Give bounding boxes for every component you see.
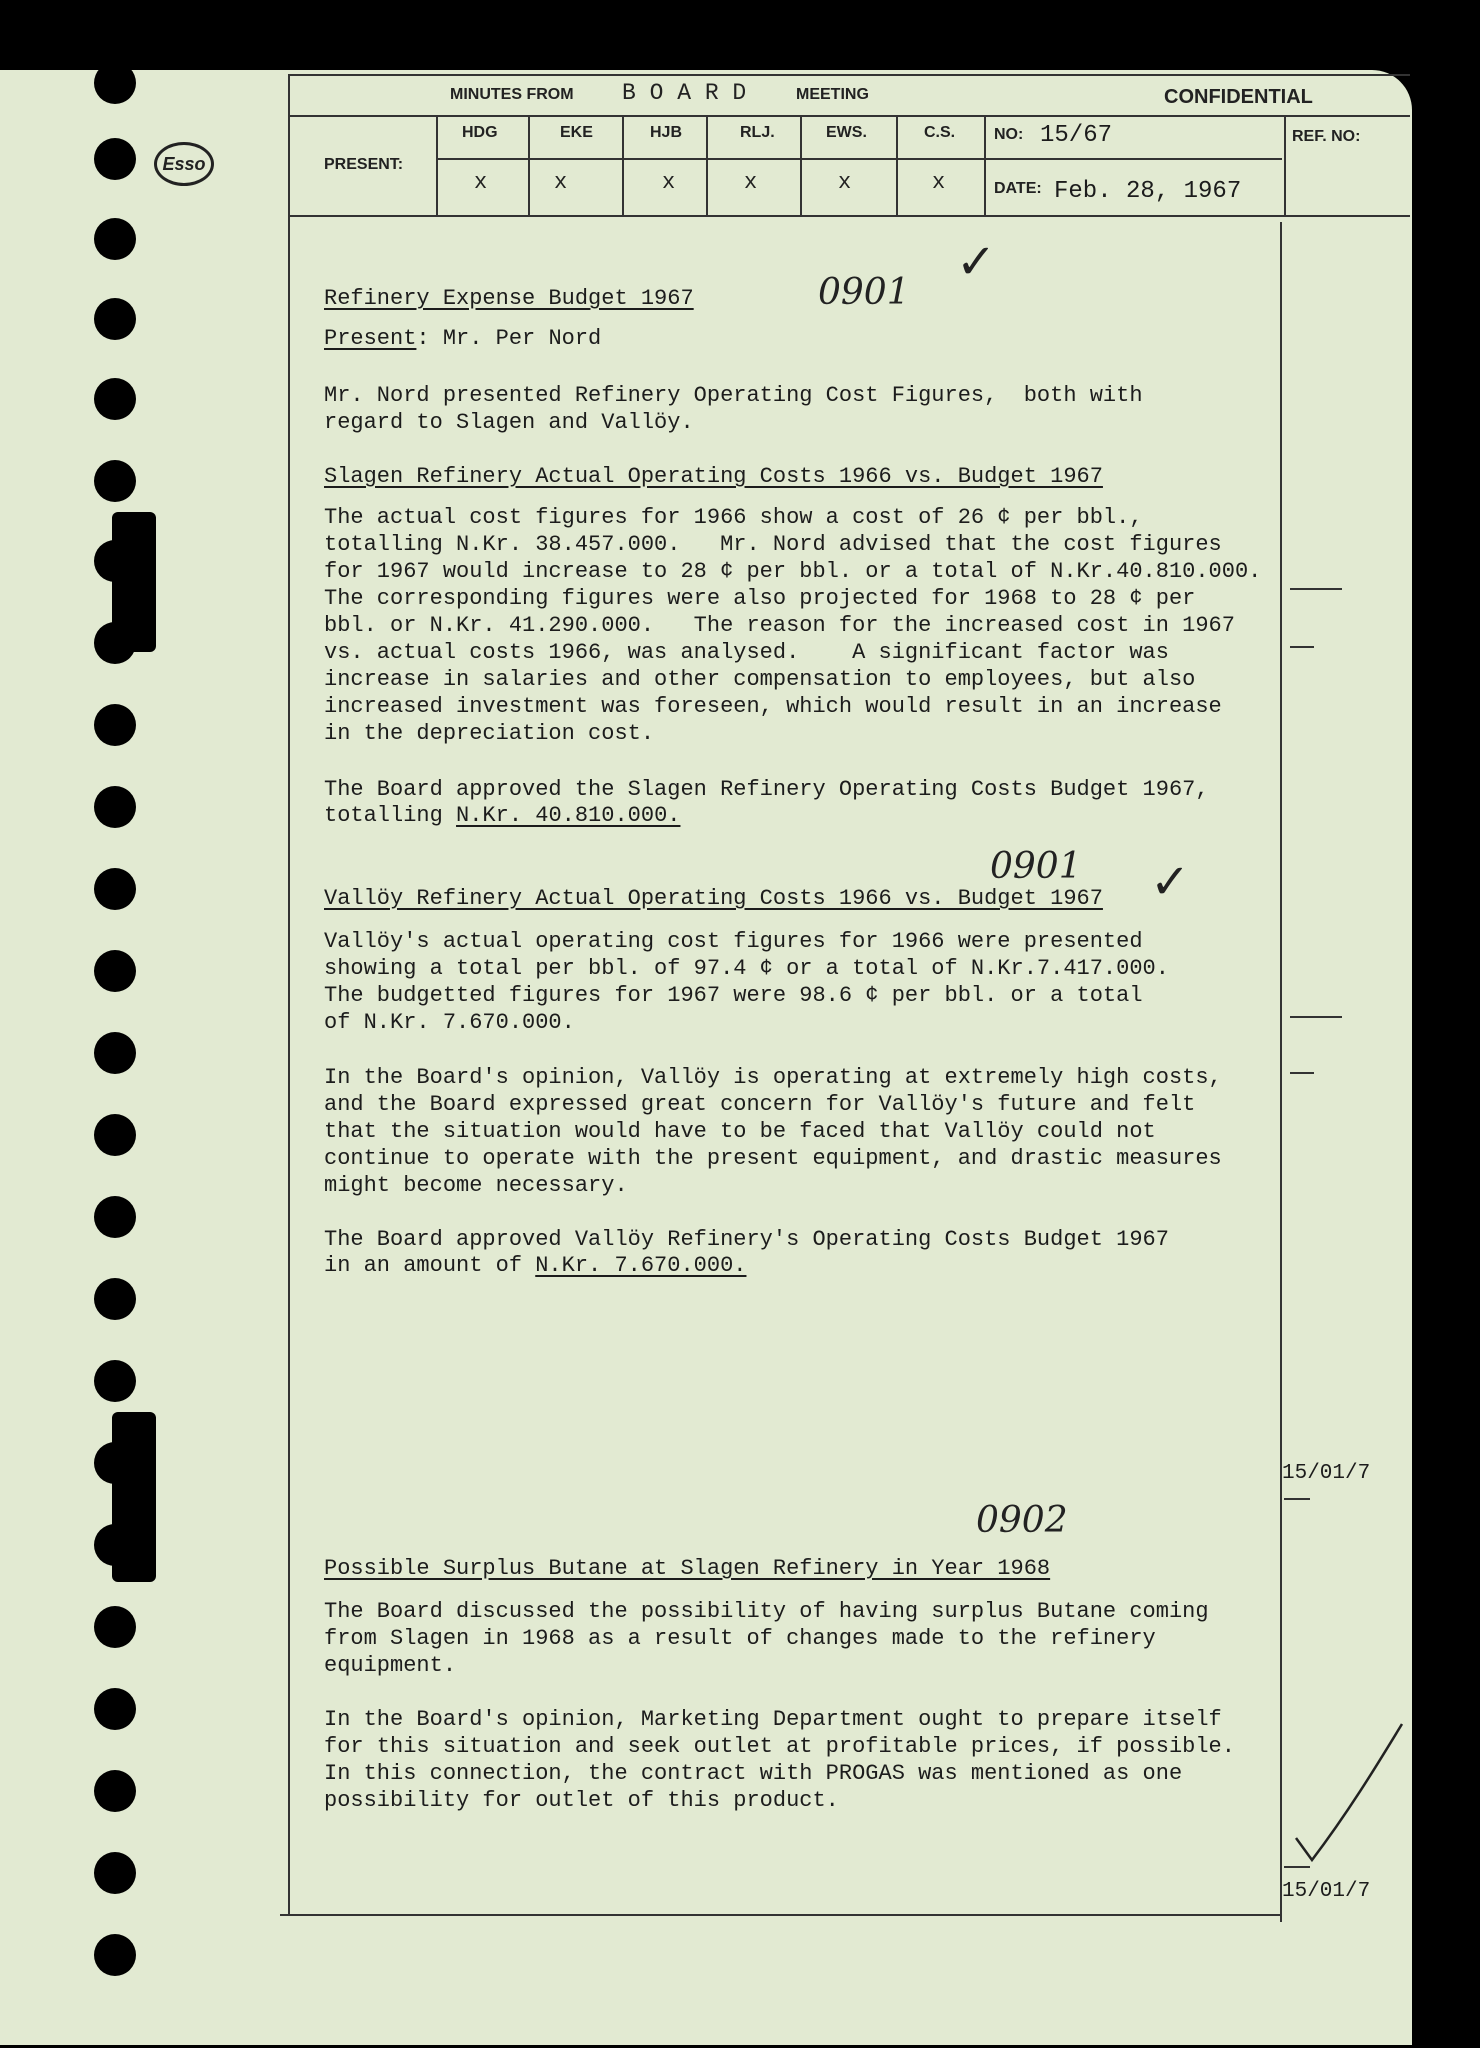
binder-hole [94,1114,136,1156]
member-ews: EWS. [826,124,867,141]
valloy-paragraph: Vallöy's actual operating cost figures for 1966 were presented showing a total per bbl. of 97.4 ¢ or a total of N.Kr.7.417.000. The budgetted figures for 1967 were 98.6 ¢ per bbl. or a total of N.Kr. 7.670.000. [324,929,1169,1035]
header-mid-rule [436,158,1282,160]
present-line [324,326,601,351]
member-hdg: HDG [462,124,498,141]
binder-hole [94,1852,136,1894]
binder-hole [94,218,136,260]
binder-strip [112,1412,156,1582]
attendance-mark: x [554,170,568,195]
margin-reference: 15/01/7 [1282,1462,1371,1485]
slagen-total-amount: N.Kr. 40.810.000. [456,803,681,828]
member-eke: EKE [560,124,593,141]
intro-paragraph: Mr. Nord presented Refinery Operating Cost Figures, both with regard to Slagen and Vallöy. [324,383,1143,435]
binder-hole [94,1606,136,1648]
binder-hole [94,1770,136,1812]
margin-marker [1290,588,1342,590]
member-hjb: HJB [650,124,683,141]
present-label: PRESENT: [324,156,404,173]
attendance-mark: x [838,170,852,195]
margin-marker [1284,1498,1310,1500]
page-left-border [288,74,290,1914]
present-person: : Mr. Per Nord [416,326,602,351]
binder-hole [94,1360,136,1402]
binder-hole [94,460,136,502]
slagen-approval: The Board approved the Slagen Refinery Operating Costs Budget 1967, [324,777,1209,802]
header-bottom-rule [290,215,1410,217]
valloy-approval: The Board approved Vallöy Refinery's Operating Costs Budget 1967 [324,1227,1169,1252]
slagen-paragraph: The actual cost figures for 1966 show a cost of 26 ¢ per bbl., totalling N.Kr. 38.457.000. Mr. Nord advised that the cost figures for 1967 would increase to 28 ¢ per bbl. or a total of N.Kr.40.810.000. The corresponding figures were also projected for 1968 to 28 ¢ per bbl. or N.Kr. 41.290.000. The reason for the increased cost in 1967 vs. actual costs 1966, was analysed. A significant factor was increase in salaries and other compensation to employees, but also increased investment was foreseen, which would result in an increase in the depreciation cost. [324,505,1262,746]
slagen-total-prefix: totalling [324,803,457,828]
attendance-mark: x [474,170,488,195]
header-col-divider [800,115,802,215]
section-title: Vallöy Refinery Actual Operating Costs 1966 vs. Budget 1967 [324,886,1103,911]
binder-hole [94,786,136,828]
binder-hole [94,1278,136,1320]
butane-opinion: In the Board's opinion, Marketing Department ought to prepare itself for this situation and seek outlet at profitable prices, if possible. In this connection, the contract with PROGAS was mentioned as one possibility for outlet of this product. [324,1707,1235,1813]
handwritten-code: 0901 [818,272,910,313]
valloy-total-prefix: in an amount of [324,1253,536,1278]
handwritten-code: 0902 [976,1500,1068,1541]
margin-marker [1290,1072,1314,1074]
binder-hole [94,378,136,420]
margin-marker [1284,1866,1310,1868]
margin-reference: 15/01/7 [1282,1880,1371,1903]
slagen-total-line [324,803,680,828]
butane-paragraph: The Board discussed the possibility of having surplus Butane coming from Slagen in 1968 as a result of changes made to the refinery equipment. [324,1599,1209,1678]
binder-hole [94,1688,136,1730]
member-rlj: RLJ. [740,124,775,141]
handwritten-code: 0901 [990,846,1082,887]
header-col-divider [706,115,708,215]
binder-hole [94,1196,136,1238]
header-top-rule [290,74,1410,76]
attendance-mark: x [744,170,758,195]
board-label: B O A R D [622,80,747,106]
meeting-label: MEETING [796,86,869,103]
margin-marker [1290,646,1314,648]
binder-strip [112,512,156,652]
valloy-total-line [324,1253,746,1278]
handwritten-check: ✓ [1150,854,1191,910]
header-col-divider [436,115,438,215]
header-col-divider [984,115,986,215]
date-label: DATE: [994,180,1042,197]
attendance-mark: x [662,170,676,195]
header-col-divider [896,115,898,215]
binder-hole [94,704,136,746]
handwritten-check: ✓ [956,234,997,290]
section-title: Refinery Expense Budget 1967 [324,286,694,311]
ref-column-divider [1284,115,1286,215]
page-bottom-rule [280,1914,1280,1916]
valloy-total-amount: N.Kr. 7.670.000. [535,1253,747,1278]
confidential-label: CONFIDENTIAL [1164,86,1313,108]
header-member-rule [290,115,1410,117]
member-cs: C.S. [924,124,956,141]
binder-hole [94,950,136,992]
binder-hole [94,62,136,104]
section-title: Possible Surplus Butane at Slagen Refinery in Year 1968 [324,1556,1051,1581]
esso-logo: Esso [154,142,214,186]
binder-hole [94,138,136,180]
binder-hole [94,1032,136,1074]
ref-column-divider [1280,222,1282,1922]
present-heading: Present [324,326,417,351]
valloy-opinion: In the Board's opinion, Vallöy is operating at extremely high costs, and the Board expressed great concern for Vallöy's future and felt that the situation would have to be faced that Vallöy could not continue to operate with the present equipment, and drastic measures might become necessary. [324,1065,1222,1198]
minutes-number: 15/67 [1040,122,1113,149]
section-title: Slagen Refinery Actual Operating Costs 1966 vs. Budget 1967 [324,464,1103,489]
margin-marker [1290,1016,1342,1018]
ref-no-label: REF. NO: [1292,128,1361,145]
meeting-date: Feb. 28, 1967 [1054,178,1242,205]
no-label: NO: [994,126,1024,143]
binder-hole [94,868,136,910]
minutes-from-label: MINUTES FROM [450,86,574,103]
header-col-divider [622,115,624,215]
attendance-mark: x [932,170,946,195]
header-col-divider [528,115,530,215]
handwritten-stroke [1290,1720,1410,1870]
binder-hole [94,1934,136,1976]
binder-hole [94,298,136,340]
